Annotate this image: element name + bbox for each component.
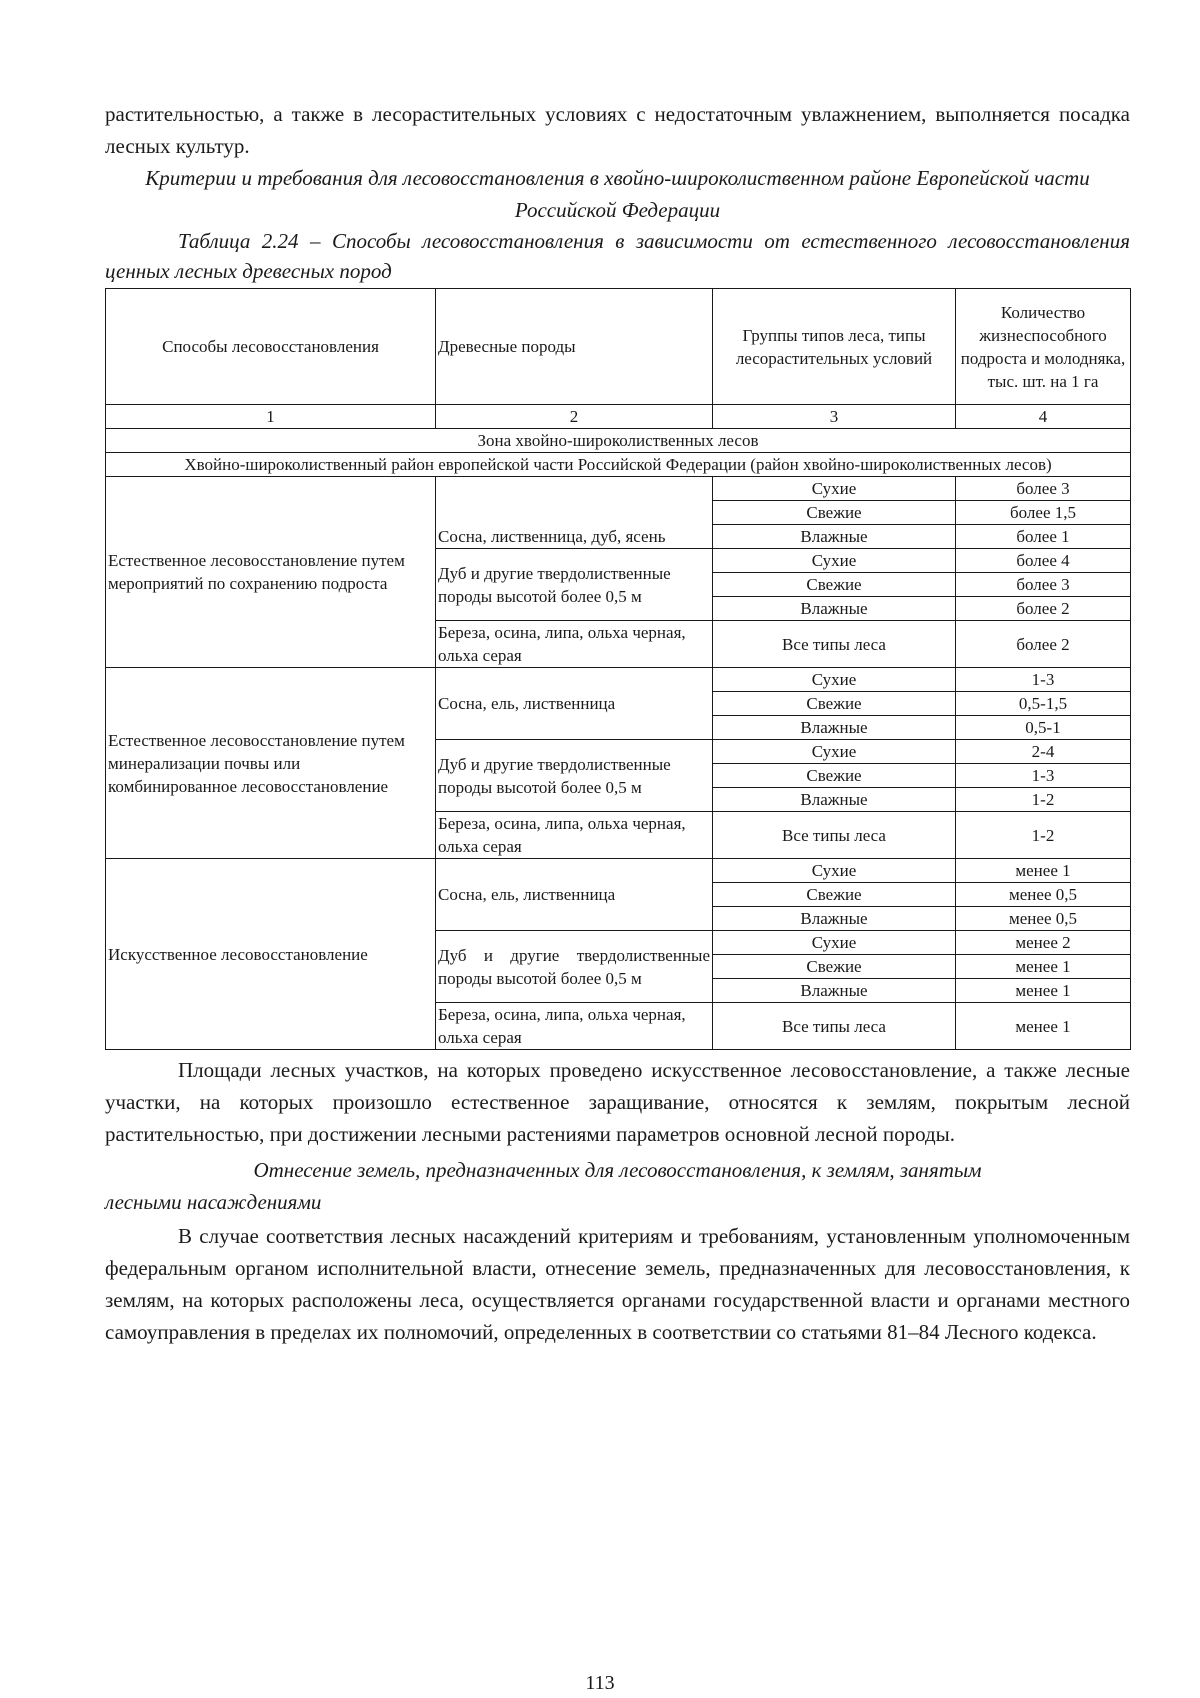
- header-species: Древесные породы: [436, 289, 713, 405]
- forest-group-cell: Свежие: [713, 955, 956, 979]
- forest-group-cell: Свежие: [713, 764, 956, 788]
- forest-group-cell: Влажные: [713, 716, 956, 740]
- column-number: 1: [106, 405, 436, 429]
- forest-group-cell: Сухие: [713, 549, 956, 573]
- method-cell: Естественное лесовосстановление путем мероприятий по сохранению подроста: [106, 477, 436, 668]
- column-number: 4: [956, 405, 1131, 429]
- quantity-cell: более 1: [956, 525, 1131, 549]
- reforestation-table: [105, 288, 1131, 1050]
- quantity-cell: менее 0,5: [956, 883, 1131, 907]
- zone-row: [106, 429, 1131, 453]
- quantity-cell: менее 0,5: [956, 907, 1131, 931]
- forest-group-cell: Сухие: [713, 740, 956, 764]
- forest-group-cell: Сухие: [713, 668, 956, 692]
- header-forest-groups: Группы типов леса, типы лесорастительных условий: [713, 289, 956, 405]
- species-cell: Береза, осина, липа, ольха черная, ольха серая: [436, 812, 713, 859]
- forest-group-cell: Все типы леса: [713, 1003, 956, 1050]
- quantity-cell: 1-2: [956, 788, 1131, 812]
- forest-group-cell: Сухие: [713, 477, 956, 501]
- species-cell: Дуб и другие твердолиственные породы высотой более 0,5 м: [436, 549, 713, 621]
- forest-group-cell: Влажные: [713, 525, 956, 549]
- forest-group-cell: Влажные: [713, 788, 956, 812]
- forest-group-cell: Свежие: [713, 501, 956, 525]
- quantity-cell: 2-4: [956, 740, 1131, 764]
- column-number: 2: [436, 405, 713, 429]
- quantity-cell: 0,5-1: [956, 716, 1131, 740]
- column-number-row: [106, 405, 1131, 429]
- quantity-cell: более 2: [956, 597, 1131, 621]
- forest-group-cell: Свежие: [713, 883, 956, 907]
- header-quantity: Количество жизнеспособного подроста и молодняка, тыс. шт. на 1 га: [956, 289, 1131, 405]
- forest-group-cell: Влажные: [713, 979, 956, 1003]
- page-number: 113: [585, 1672, 615, 1694]
- quantity-cell: менее 1: [956, 955, 1131, 979]
- forest-group-cell: Свежие: [713, 692, 956, 716]
- header-methods: Способы лесовосстановления: [106, 289, 436, 405]
- forest-group-cell: Сухие: [713, 931, 956, 955]
- quantity-cell: менее 1: [956, 979, 1131, 1003]
- region-cell: Хвойно-широколиственный район европейской части Российской Федерации (район хвойно-широколиственных лесов): [106, 453, 1131, 477]
- forest-group-cell: Свежие: [713, 573, 956, 597]
- species-cell: Сосна, ель, лиственница: [436, 668, 713, 740]
- forest-group-cell: Влажные: [713, 907, 956, 931]
- quantity-cell: менее 2: [956, 931, 1131, 955]
- table-caption: Таблица 2.24 – Способы лесовосстановления в зависимости от естественного лесовосстановления ценных лесных древесных пород: [105, 229, 1130, 283]
- method-cell: Искусственное лесовосстановление: [106, 859, 436, 1050]
- quantity-cell: менее 1: [956, 859, 1131, 883]
- table-row: [106, 477, 1131, 501]
- quantity-cell: более 3: [956, 573, 1131, 597]
- species-cell: Береза, осина, липа, ольха черная, ольха серая: [436, 1003, 713, 1050]
- quantity-cell: более 1,5: [956, 501, 1131, 525]
- species-cell: Дуб и другие твердолиственные породы высотой более 0,5 м: [436, 931, 713, 1003]
- forest-group-cell: Влажные: [713, 597, 956, 621]
- column-number: 3: [713, 405, 956, 429]
- table-row: [106, 668, 1131, 692]
- region-row: [106, 453, 1131, 477]
- paragraph-after-table: Площади лесных участков, на которых проведено искусственное лесовосстановление, а также лесные участки, на которых произошло естественное заращивание, относятся к землям, покрытым лесной растительностью, при достижении лесными растениями параметров основной лесной породы.: [105, 1058, 1130, 1146]
- table-row: [106, 859, 1131, 883]
- quantity-cell: более 4: [956, 549, 1131, 573]
- quantity-cell: 1-2: [956, 812, 1131, 859]
- species-cell: Сосна, лиственница, дуб, ясень: [436, 477, 713, 549]
- forest-group-cell: Сухие: [713, 859, 956, 883]
- quantity-cell: 0,5-1,5: [956, 692, 1131, 716]
- forest-group-cell: Все типы леса: [713, 621, 956, 668]
- quantity-cell: более 3: [956, 477, 1131, 501]
- quantity-cell: менее 1: [956, 1003, 1131, 1050]
- section-heading: Критерии и требования для лесовосстановления в хвойно-широколиственном районе Европейской части Российской Федерации: [145, 166, 1090, 222]
- species-cell: Дуб и другие твердолиственные породы высотой более 0,5 м: [436, 740, 713, 812]
- zone-cell: Зона хвойно-широколиственных лесов: [106, 429, 1131, 453]
- quantity-cell: более 2: [956, 621, 1131, 668]
- quantity-cell: 1-3: [956, 764, 1131, 788]
- document-page: [105, 98, 1130, 1348]
- species-cell: Сосна, ель, лиственница: [436, 859, 713, 931]
- subheading-line1: Отнесение земель, предназначенных для лесовосстановления, к землям, занятым: [253, 1158, 982, 1182]
- quantity-cell: 1-3: [956, 668, 1131, 692]
- intro-paragraph: растительностью, а также в лесорастительных условиях с недостаточным увлажнением, выполняется посадка лесных культур.: [105, 102, 1130, 158]
- forest-group-cell: Все типы леса: [713, 812, 956, 859]
- subheading-line2: лесными насаждениями: [105, 1190, 322, 1214]
- final-paragraph: В случае соответствия лесных насаждений критериям и требованиям, установленным уполномоченным федеральным органом исполнительной власти, отнесение земель, предназначенных для лесовосстановления, к землям, на которых расположены леса, осуществляется органами государственной власти и органами местного самоуправления в пределах их полномочий, определенных в соответствии со статьями 81–84 Лесного кодекса.: [105, 1224, 1130, 1344]
- species-cell: Береза, осина, липа, ольха черная, ольха серая: [436, 621, 713, 668]
- table-header-row: [106, 289, 1131, 405]
- method-cell: Естественное лесовосстановление путем минерализации почвы или комбинированное лесовосстановление: [106, 668, 436, 859]
